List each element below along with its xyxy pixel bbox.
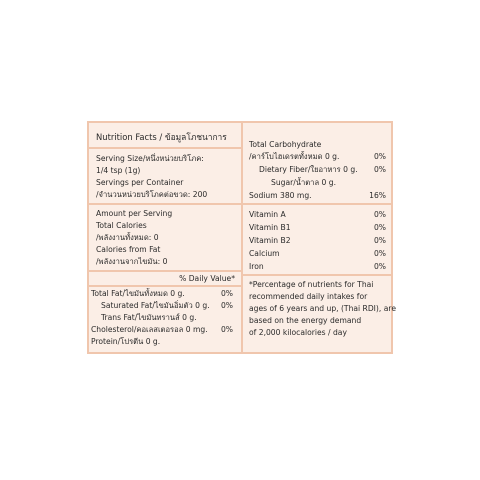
amount-per-serving: Amount per Serving [96,209,173,218]
carbs-title: Total Carbohydrate [249,140,322,149]
nutrition-facts-panel [87,121,396,354]
footnote-line: of 2,000 kilocalories / day [249,328,347,337]
serving-size-label: Serving Size/หนึ่งหน่วยบริโภค: [96,154,204,163]
nutrient-percent: 0% [220,289,233,298]
footnote-line: ages of 6 years and up, (Thai RDI), are [249,304,396,313]
nutrient-percent: 0% [220,301,233,310]
carb-label: Sugar/น้ำตาล 0 g. [271,178,336,187]
divider [89,285,241,287]
carb-label: /คาร์โบไฮเดรตทั้งหมด 0 g. [249,152,340,161]
carb-percent: 0% [373,165,386,174]
servings-per-container-label: Servings per Container [96,178,184,187]
vitamin-label: Vitamin B1 [249,223,291,232]
nutrient-label: Protein/โปรตีน 0 g. [91,337,161,346]
divider [89,147,241,149]
vitamin-label: Vitamin B2 [249,236,291,245]
mineral-label: Calcium [249,249,280,258]
footnote-line: *Percentage of nutrients for Thai [249,280,374,289]
mineral-label: Iron [249,262,264,271]
divider [89,203,241,205]
total-calories-label: Total Calories [96,221,147,230]
column-divider [241,123,243,352]
footnote-line: based on the energy demand [249,316,362,325]
servings-per-container-value: /จำนวนหน่วยบริโภคต่อขวด: 200 [96,190,208,199]
nutrient-label: Saturated Fat/ไขมันอิ่มตัว 0 g. [101,301,210,310]
serving-size-value: 1/4 tsp (1g) [96,166,141,175]
nutrient-label: Cholesterol/คอเลสเตอรอล 0 mg. [91,325,208,334]
panel-title: Nutrition Facts / ข้อมูลโภชนาการ [96,132,227,142]
calories-from-fat-value: /พลังงานจากไขมัน: 0 [96,257,168,266]
vitamin-label: Vitamin A [249,210,286,219]
carb-percent: 0% [373,152,386,161]
mineral-percent: 0% [373,262,386,271]
vitamin-percent: 0% [373,210,386,219]
calories-from-fat-label: Calories from Fat [96,245,161,254]
nutrient-label: Total Fat/ไขมันทั้งหมด 0 g. [91,289,185,298]
vitamin-percent: 0% [373,236,386,245]
sodium-label: Sodium 380 mg. [249,191,312,200]
total-calories-value: /พลังงานทั้งหมด: 0 [96,233,159,242]
nutrient-percent: 0% [220,325,233,334]
mineral-percent: 0% [373,249,386,258]
carb-label: Dietary Fiber/ใยอาหาร 0 g. [259,165,358,174]
divider [243,203,391,205]
nutrient-label: Trans Fat/ไขมันทรานส์ 0 g. [101,313,197,322]
divider [243,274,391,276]
daily-value-header: % Daily Value* [179,274,235,283]
footnote-line: recommended daily intakes for [249,292,368,301]
divider [89,270,241,272]
sodium-percent: 16% [369,191,386,200]
vitamin-percent: 0% [373,223,386,232]
